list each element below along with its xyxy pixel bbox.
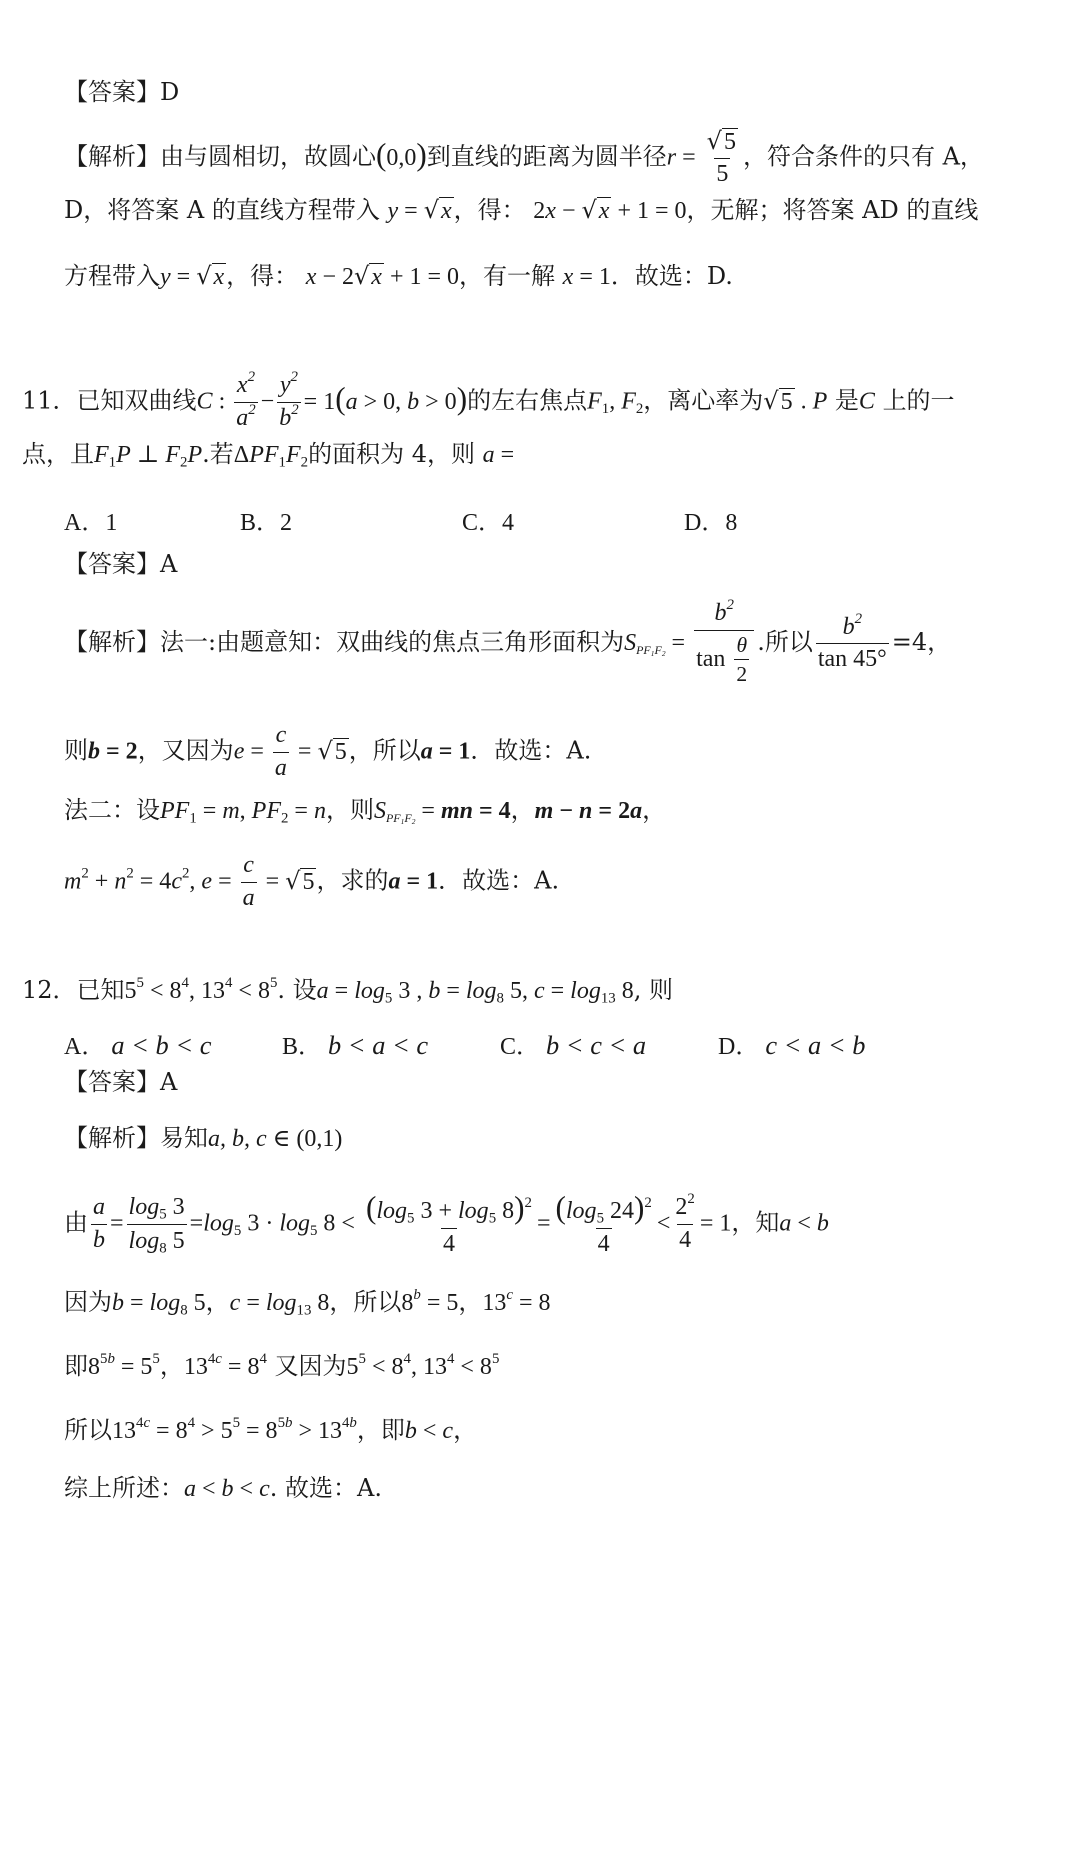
q12-analysis-line-1: 【解析】易知a, b, c ∈ (0,1) <box>64 1124 343 1152</box>
prev-answer <box>64 78 179 107</box>
analysis-text: ，知 <box>731 1208 780 1237</box>
q11-option-b <box>240 502 292 537</box>
answer-label: 【答案】 <box>64 550 160 578</box>
analysis-text: ，无解；将答案 AD 的直线 <box>686 196 979 224</box>
question-text: . 设 <box>277 976 317 1004</box>
analysis-text: ，有一解 <box>459 262 556 290</box>
analysis-label: 【解析】 <box>64 1124 160 1152</box>
analysis-text: ，符合条件的只有 A， <box>742 142 984 171</box>
analysis-text: ， <box>510 796 535 824</box>
question-text: 的左右焦点 <box>467 386 588 415</box>
q11-option-c <box>462 502 514 537</box>
analysis-text: 即 <box>64 1352 88 1380</box>
math-equation: x − 2 <box>305 264 354 290</box>
q12-option-a: A． a < b < c <box>64 1030 212 1060</box>
q12-analysis-line-5: 所以$13^{4c} = 8^4 > 5^5 = 8^{5b} > 13^{4b}$，即b < c， <box>64 1414 478 1444</box>
q11-option-a <box>64 502 117 537</box>
analysis-text: ，即 <box>356 1416 405 1444</box>
analysis-text: 易知 <box>160 1124 208 1152</box>
analysis-text: 又因为 <box>274 1352 347 1380</box>
math-frac-log-ratio: $\frac{\log_5 3}{\log_8 5}$ <box>128 1194 185 1257</box>
math-frac-sqrt5-over-5: √ 5 5 <box>706 127 736 187</box>
math-r: r <box>666 144 677 171</box>
option-label: B． <box>282 1034 323 1060</box>
question-number: 11． <box>22 386 77 415</box>
q12-stem: 12．已知$5^5 < 8^4$, $13^4 < 8^5$. 设$a = \log_5 3$ , $b = \log_8 5$, $c = \log_{13} 8$, 则 <box>22 974 673 1007</box>
analysis-text: . 故选：A. <box>269 1474 382 1502</box>
option-label: A．1 <box>64 510 118 536</box>
math-equation: 2x − <box>533 198 582 224</box>
analysis-text: =4， <box>891 628 952 657</box>
q11-stem-line-1: 11．已知双曲线C : $\frac{x^2}{a^2}$ − $\frac{y^2}{b^2}$ = 1(a > 0, b > 0)的左右焦点$F_1$, $F_2$，离心率为 √ 5 . P 是C 上的一 <box>22 368 955 431</box>
q12-analysis-line-2: 由 $\frac{a}{b}$ = $\frac{\log_5 3}{\log_8 5}$ $=\log_5$ $3 \cdot \log_5 8$ < $\frac{(\log_5 3 + \log_5 8)^2}{4}$ = $\frac{(\log_5 24)^2}{4}$ < $\frac{2^2}{4}$ = 1，知a < b <box>64 1190 829 1257</box>
analysis-text: 由与圆相切，故圆心 <box>160 142 376 171</box>
math-frac-amgm: $\frac{(\log_5 3 + \log_5 8)^2}{4}$ <box>365 1190 532 1257</box>
analysis-text: D，将答案 A 的直线方程带入 <box>64 196 380 224</box>
analysis-text: .所以 <box>757 628 813 657</box>
analysis-text: 法二：设 <box>64 796 160 824</box>
option-label: C． <box>500 1034 541 1060</box>
question-text: 已知双曲线 <box>76 386 197 415</box>
math-frac-b2-tan45: $\frac{b^2}{\tan 45^\circ}$ <box>817 610 887 673</box>
analysis-text: ，所以 <box>329 1288 402 1316</box>
q12-analysis-line-3: 因为$b = \log_8 5$，$c = \log_{13} 8$，所以$8^b = 5$，$13^c = 8$ <box>64 1286 551 1319</box>
analysis-text: ．故选：A. <box>470 736 592 765</box>
analysis-text: ，所以 <box>348 736 421 765</box>
math-y-sqrtx: y <box>387 198 399 224</box>
analysis-text: 法一:由题意知：双曲线的焦点三角形面积为 <box>160 628 625 657</box>
analysis-text: 方程带入 <box>64 262 160 290</box>
question-text: ，离心率为 <box>643 386 764 415</box>
prev-analysis-line-1 <box>64 128 984 188</box>
question-text: 上的一 <box>882 386 955 415</box>
analysis-text: 由 <box>64 1208 88 1237</box>
option-label: A． <box>64 1034 106 1060</box>
prev-analysis-line-3: 方程带入y = √ x ，得： x − 2 √ x + 1 = 0，有一解 x = 1．故选：D. <box>64 262 733 291</box>
math-frac-2sq-4: $\frac{2^2}{4}$ <box>675 1190 695 1253</box>
analysis-text: ，又因为 <box>137 736 234 765</box>
q11-stem-line-2: 点，且$F_1P$ ⊥ $F_2P$.若$\Delta PF_1F_2$的面积为 4，则 a = <box>22 440 515 471</box>
option-label: D．8 <box>684 510 738 536</box>
math-frac-y2-b2: $\frac{y^2}{b^2}$ <box>279 368 299 431</box>
q11-answer <box>64 550 177 579</box>
q12-answer <box>64 1068 177 1097</box>
option-label: C．4 <box>462 510 515 536</box>
q12-option-b: B． b < a < c <box>282 1030 429 1060</box>
analysis-text: ，则 <box>325 796 374 824</box>
analysis-label: 【解析】 <box>64 628 160 657</box>
question-text: 点，且 <box>22 440 94 468</box>
math-hyperbola: C <box>196 388 213 415</box>
analysis-text: ．故选：A. <box>438 866 560 895</box>
math-frac-b2-tan-half-theta: $b^2$ tan $\frac{\theta}{2}$ <box>694 600 754 687</box>
question-text: 是 <box>834 386 859 415</box>
answer-value: A <box>160 550 178 578</box>
analysis-text: 因为 <box>64 1288 112 1316</box>
prev-analysis-line-2: D，将答案 A 的直线方程带入 y = √ x ，得： 2x − √ x + 1 = 0，无解；将答案 AD 的直线 <box>64 196 979 225</box>
math-origin: (0,0) <box>376 136 427 172</box>
math-frac-a-b: $\frac{a}{b}$ <box>93 1194 105 1253</box>
question-text: , 则 <box>633 976 673 1004</box>
analysis-text: 所以 <box>64 1416 112 1444</box>
q11-analysis-line-2: 则b = 2，又因为e = $\frac{c}{a}$ = √ 5 ，所以a = 1．故选：A. <box>64 722 592 781</box>
answer-label: 【答案】 <box>64 1068 160 1096</box>
answer-label: 【答案】 <box>64 78 160 106</box>
q11-analysis-line-4: $m^2 + n^2 = 4c^2$, e = $\frac{c}{a}$ = √ 5 ，求的a = 1．故选：A. <box>64 852 560 911</box>
q12-analysis-line-4: 即$8^{5b} = 5^5$，$13^{4c} = 8^4$ 又因为$5^5 < 8^4$, $13^4 < 8^5$ <box>64 1350 500 1380</box>
math-eq: = <box>676 144 702 171</box>
option-label: D． <box>718 1034 760 1060</box>
question-number: 12． <box>22 976 77 1004</box>
math-frac-c-a: $\frac{c}{a}$ <box>242 852 255 911</box>
analysis-text: 则 <box>64 736 88 765</box>
q11-analysis-method-1: 【解析】法一:由题意知：双曲线的焦点三角形面积为$S_{PF_1F_2}$ = $b^2$ tan $\frac{\theta}{2}$ .所以 $\frac{b^2}{\tan 45^\circ}$ =4， <box>64 596 952 687</box>
q11-analysis-method-2: 法二：设$PF_1 = m$, $PF_2 = n$，则$S_{PF_1F_2}$ = mn = 4，m − n = 2a， <box>64 796 667 827</box>
question-text: 的面积为 4，则 <box>308 440 475 468</box>
q12-option-c: C． b < c < a <box>500 1030 647 1060</box>
q12-option-d: D． c < a < b <box>718 1030 866 1060</box>
q12-analysis-line-6: 综上所述：a < b < c. 故选：A. <box>64 1474 382 1502</box>
question-text: .若 <box>202 440 234 468</box>
analysis-text: ，得： <box>453 196 526 224</box>
math-frac-c-a: $\frac{c}{a}$ <box>274 722 287 781</box>
answer-value: D <box>160 78 180 106</box>
q11-option-d <box>684 502 737 537</box>
analysis-text: ，求的 <box>316 866 389 895</box>
analysis-label: 【解析】 <box>64 142 160 171</box>
question-text: 已知 <box>76 976 125 1004</box>
option-label: B．2 <box>240 510 293 536</box>
analysis-text: ，得： <box>226 262 299 290</box>
analysis-text: 综上所述： <box>64 1474 184 1502</box>
math-frac-log24: $\frac{(\log_5 24)^2}{4}$ <box>555 1190 652 1257</box>
analysis-text: ．故选：D. <box>610 262 733 290</box>
analysis-text: 到直线的距离为圆半径 <box>426 142 667 171</box>
math-frac-x2-a2: $\frac{x^2}{a^2}$ <box>236 368 256 431</box>
answer-value: A <box>160 1068 178 1096</box>
